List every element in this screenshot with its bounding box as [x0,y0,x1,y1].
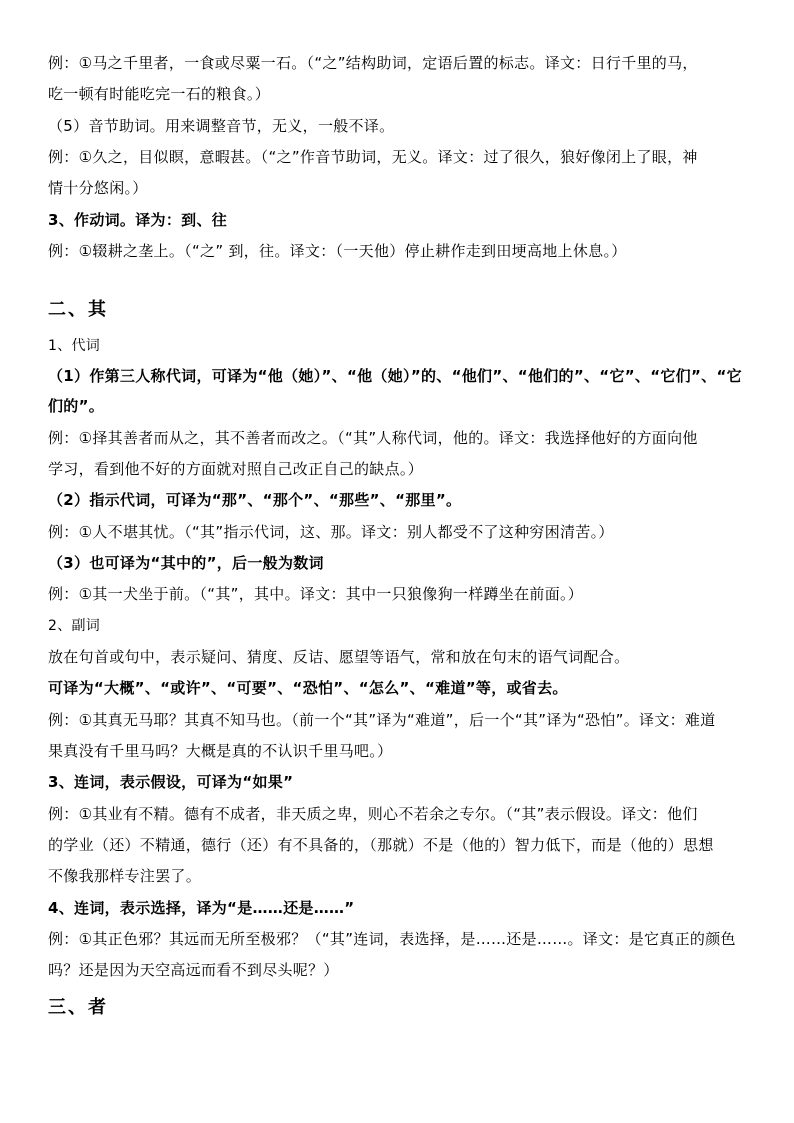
section-subheading: 可译为“大概”、“或许”、“可要”、“恐怕”、“怎么”、“难道”等，或省去。 [48,679,568,697]
section-subheading: （2）指示代词，可译为“那”、“那个”、“那些”、“那里”。 [48,491,462,509]
text-line: 不像我那样专注罢了。 [48,867,202,885]
text-line: 例：①其一犬坐于前。（“其”，其中。译文：其中一只狼像狗一样蹲坐在前面。） [48,585,584,603]
subsection-label: 1、代词 [48,338,101,354]
section-heading: 二、其 [48,299,108,320]
text-line: 例：①马之千里者，一食或尽粟一石。（“之”结构助词，定语后置的标志。译文：日行千里的马， [48,54,698,72]
section-subheading: 4、连词，表示选择，译为“是……还是……” [48,899,355,917]
text-line: 例：①其真无马耶？其真不知马也。（前一个“其”译为“难道”，后一个“其”译为“恐怕”。译文：难道 [48,711,716,729]
section-subheading: （1）作第三人称代词，可译为“他（她）”、“他（她）”的、“他们”、“他们的”、“它”、“它们”、“它 [48,367,742,385]
subsection-label: 2、副词 [48,618,101,634]
text-line: 吗？还是因为天空高远而看不到尽头呢？） [48,961,339,979]
text-line: 吃一顿有时能吃完一石的粮食。） [48,85,271,103]
text-line: 例：①人不堪其忧。（“其”指示代词，这、那。译文：别人都受不了这种穷困清苦。） [48,523,614,541]
section-heading: 三、者 [48,997,108,1018]
text-line: 例：①久之，目似瞑，意暇甚。（“之”作音节助词，无义。译文：过了很久，狼好像闭上了眼，神 [48,148,698,166]
text-line: 例：①辍耕之垄上。（“之” 到，往。译文：（一天他）停止耕作走到田埂高地上休息。） [48,242,627,260]
text-line: 情十分悠闲。） [48,179,148,197]
section-subheading: 们的”。 [48,397,105,415]
text-line: 果真没有千里马吗？大概是真的不认识千里马吧。） [48,742,393,760]
text-line: 的学业（还）不精通，德行（还）有不具备的，（那就）不是（他的）智力低下，而是（他的）思想 [48,836,714,854]
text-line: 放在句首或句中，表示疑问、猜度、反诘、愿望等语气，常和放在句末的语气词配合。 [48,648,630,666]
section-subheading: （3）也可译为“其中的”，后一般为数词 [48,554,324,572]
section-subheading: 3、作动词。译为：到、往 [48,211,228,229]
text-line: 例：①择其善者而从之，其不善者而改之。（“其”人称代词，他的。译文：我选择他好的方面向他 [48,429,698,447]
text-line: （5）音节助词。用来调整音节，无义，一般不译。 [48,117,395,135]
text-line: 学习，看到他不好的方面就对照自己改正自己的缺点。） [48,460,424,478]
text-line: 例：①其业有不精。德有不成者，非天质之卑，则心不若余之专尔。（“其”表示假设。译文：他们 [48,805,698,823]
section-subheading: 3、连词，表示假设，可译为“如果” [48,773,294,791]
text-line: 例：①其正色邪？其远而无所至极邪？（“其”连词，表选择，是……还是……。译文：是它真正的颜色 [48,930,736,948]
